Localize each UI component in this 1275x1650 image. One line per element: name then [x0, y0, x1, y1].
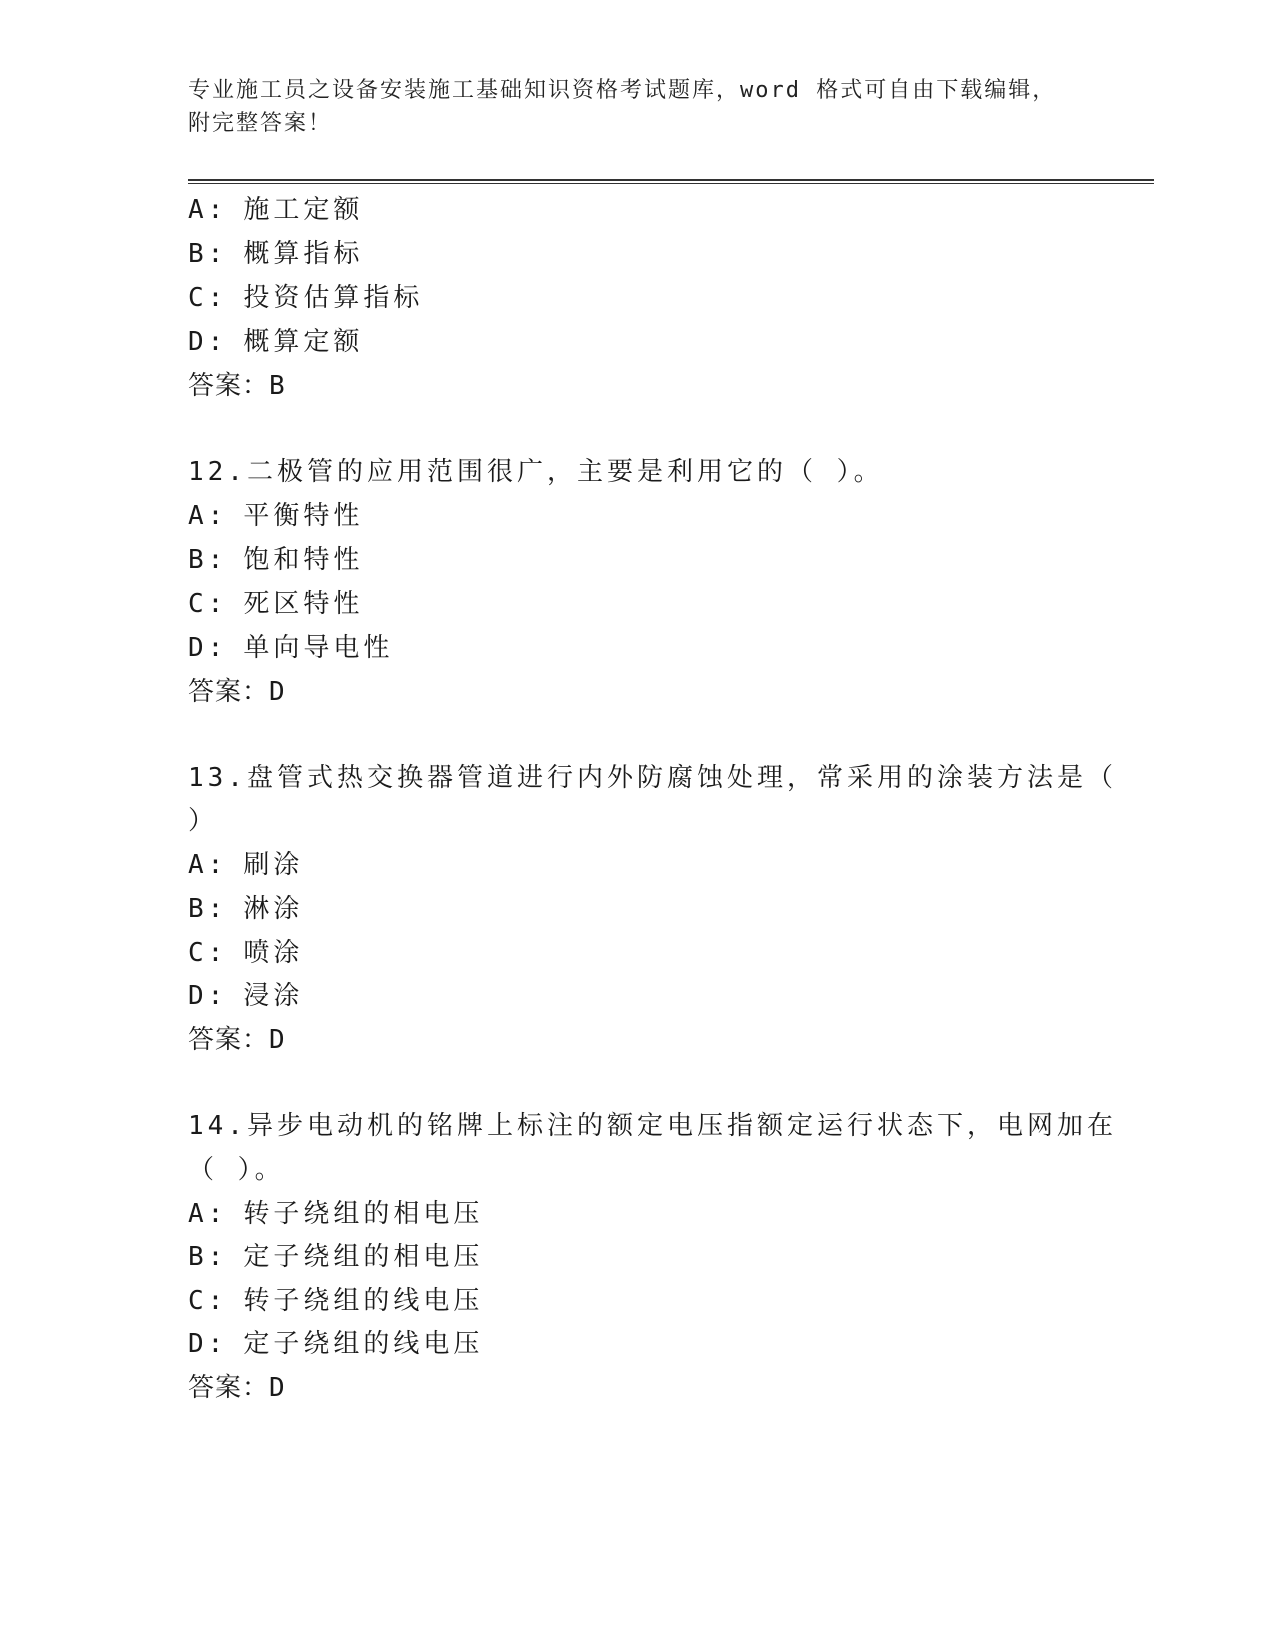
q14-question-line-1: 14.异步电动机的铭牌上标注的额定电压指额定运行状态下，电网加在: [188, 1111, 1117, 1141]
option-text: 单向导电性: [243, 633, 394, 663]
q13-option-a: [188, 848, 303, 882]
option-text: 投资估算指标: [243, 283, 424, 313]
q11-option-d: [188, 325, 363, 359]
option-text: 死区特性: [243, 589, 364, 619]
q14-question-line-2: （ ）。: [188, 1155, 285, 1185]
q13-question-line-1: 13.盘管式热交换器管道进行内外防腐蚀处理，常采用的涂装方法是（: [188, 763, 1117, 793]
q14-option-d: [188, 1327, 483, 1361]
option-label: B:: [188, 545, 228, 575]
header-divider-thick: [188, 179, 1154, 181]
q12-option-c: [188, 587, 363, 621]
q13-option-c: [188, 936, 303, 970]
option-text: 定子绕组的线电压: [243, 1329, 484, 1359]
q13-question-line-2: ）: [188, 806, 219, 836]
q13-answer: 答案：D: [188, 1025, 286, 1055]
option-label: D:: [188, 633, 228, 663]
option-label: B:: [188, 1242, 228, 1272]
option-text: 浸涂: [243, 981, 304, 1011]
option-text: 淋涂: [243, 894, 304, 924]
document-header: [188, 74, 1088, 140]
q12-answer: 答案：D: [188, 677, 286, 707]
option-label: A:: [188, 195, 228, 225]
option-text: 施工定额: [243, 195, 364, 225]
q11-option-b: [188, 237, 363, 271]
option-label: D:: [188, 981, 228, 1011]
option-text: 平衡特性: [243, 501, 364, 531]
option-text: 转子绕组的相电压: [243, 1199, 484, 1229]
header-line-1: 专业施工员之设备安装施工基础知识资格考试题库，word 格式可自由下载编辑，: [188, 78, 1057, 103]
q14-option-c: [188, 1284, 483, 1318]
q12-question: 12.二极管的应用范围很广，主要是利用它的（ ）。: [188, 457, 884, 487]
option-label: B:: [188, 239, 228, 269]
q11-option-a: [188, 193, 363, 227]
option-label: C:: [188, 1286, 228, 1316]
option-label: C:: [188, 283, 228, 313]
q13-option-d: [188, 979, 303, 1013]
option-text: 喷涂: [243, 938, 304, 968]
q12-option-d: [188, 631, 393, 665]
option-label: A:: [188, 850, 228, 880]
option-label: D:: [188, 327, 228, 357]
option-label: B:: [188, 894, 228, 924]
option-text: 概算指标: [243, 239, 364, 269]
q14-option-b: [188, 1240, 483, 1274]
q11-answer: 答案：B: [188, 371, 286, 401]
option-text: 刷涂: [243, 850, 304, 880]
option-label: C:: [188, 589, 228, 619]
q14-answer: 答案：D: [188, 1373, 286, 1403]
q12-option-a: [188, 499, 363, 533]
q14-option-a: [188, 1197, 483, 1231]
q11-option-c: [188, 281, 423, 315]
header-divider-thin: [188, 183, 1154, 184]
q12-option-b: [188, 543, 363, 577]
option-text: 定子绕组的相电压: [243, 1242, 484, 1272]
option-label: A:: [188, 501, 228, 531]
option-text: 概算定额: [243, 327, 364, 357]
option-label: C:: [188, 938, 228, 968]
q13-option-b: [188, 892, 303, 926]
option-text: 转子绕组的线电压: [243, 1286, 484, 1316]
option-label: A:: [188, 1199, 228, 1229]
option-label: D:: [188, 1329, 228, 1359]
option-text: 饱和特性: [243, 545, 364, 575]
header-line-2: 附完整答案！: [188, 111, 333, 136]
